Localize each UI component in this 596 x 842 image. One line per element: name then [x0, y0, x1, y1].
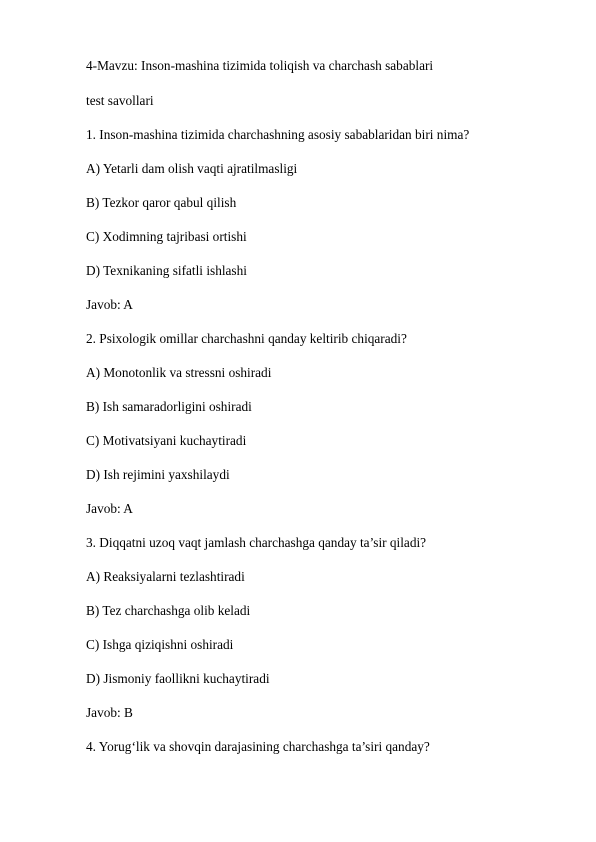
document-title: 4-Mavzu: Inson-mashina tizimida toliqish va charchash sabablari [86, 58, 434, 73]
question-3: 3. Diqqatni uzoq vaqt jamlash charchashga qanday ta’sir qiladi? [86, 535, 427, 550]
question-2-option-b: B) Ish samaradorligini oshiradi [86, 399, 252, 414]
question-1-option-a: A) Yetarli dam olish vaqti ajratilmasligi [86, 161, 298, 176]
question-2-answer: Javob: A [86, 501, 133, 516]
question-1-option-c: C) Xodimning tajribasi ortishi [86, 229, 247, 244]
question-4: 4. Yorug‘lik va shovqin darajasining charchashga ta’siri qanday? [86, 739, 430, 754]
question-2-option-c: C) Motivatsiyani kuchaytiradi [86, 433, 247, 448]
question-1: 1. Inson-mashina tizimida charchashning asosiy sabablaridan biri nima? [86, 127, 470, 142]
question-2-option-a: A) Monotonlik va stressni oshiradi [86, 365, 272, 380]
document-subtitle: test savollari [86, 93, 154, 108]
question-1-option-b: B) Tezkor qaror qabul qilish [86, 195, 237, 210]
question-2: 2. Psixologik omillar charchashni qanday keltirib chiqaradi? [86, 331, 407, 346]
question-3-option-a: A) Reaksiyalarni tezlashtiradi [86, 569, 245, 584]
question-2-option-d: D) Ish rejimini yaxshilaydi [86, 467, 230, 482]
question-3-option-d: D) Jismoniy faollikni kuchaytiradi [86, 671, 270, 686]
question-3-option-b: B) Tez charchashga olib keladi [86, 603, 251, 618]
question-3-answer: Javob: B [86, 705, 133, 720]
question-3-option-c: C) Ishga qiziqishni oshiradi [86, 637, 234, 652]
question-1-option-d: D) Texnikaning sifatli ishlashi [86, 263, 247, 278]
question-1-answer: Javob: A [86, 297, 133, 312]
